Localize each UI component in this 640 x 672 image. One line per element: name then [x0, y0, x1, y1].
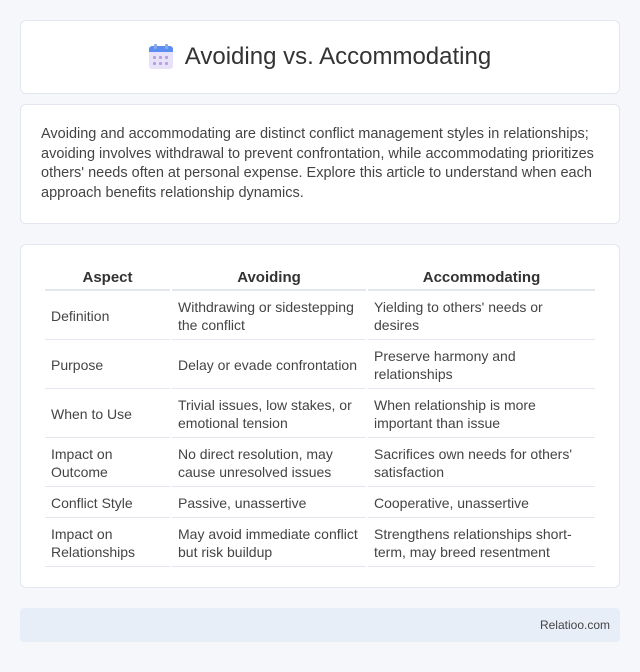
intro-card: [20, 104, 620, 224]
comparison-table-card: [20, 244, 620, 588]
footer-brand: Relatioo.com: [539, 618, 610, 632]
cell-avoiding: Trivial issues, low stakes, or emotional tension: [172, 389, 366, 438]
cell-avoiding: Withdrawing or sidestepping the conflict: [172, 291, 366, 340]
cell-aspect: Definition: [45, 291, 170, 340]
footer: [20, 608, 620, 642]
table-row: [45, 438, 595, 487]
title-card: [20, 20, 620, 94]
cell-avoiding: Delay or evade confrontation: [172, 340, 366, 389]
table-row: [45, 518, 595, 567]
cell-aspect: Purpose: [45, 340, 170, 389]
cell-accommodating: Preserve harmony and relationships: [368, 340, 595, 389]
cell-accommodating: When relationship is more important than issue: [368, 389, 595, 438]
cell-accommodating: Sacrifices own needs for others' satisfaction: [368, 438, 595, 487]
cell-avoiding: No direct resolution, may cause unresolved issues: [172, 438, 366, 487]
cell-accommodating: Strengthens relationships short-term, may breed resentment: [368, 518, 595, 567]
comparison-table: [43, 265, 597, 567]
table-row: [45, 340, 595, 389]
table-row: [45, 487, 595, 518]
table-row: [45, 389, 595, 438]
cell-aspect: When to Use: [45, 389, 170, 438]
table-row: [45, 291, 595, 340]
cell-aspect: Impact on Relationships: [45, 518, 170, 567]
header-accommodating: Accommodating: [368, 265, 595, 291]
calendar-icon: [149, 44, 173, 70]
cell-accommodating: Yielding to others' needs or desires: [368, 291, 595, 340]
cell-aspect: Conflict Style: [45, 487, 170, 518]
cell-avoiding: Passive, unassertive: [172, 487, 366, 518]
cell-avoiding: May avoid immediate conflict but risk buildup: [172, 518, 366, 567]
cell-aspect: Impact on Outcome: [45, 438, 170, 487]
intro-text: Avoiding and accommodating are distinct conflict management styles in relationships; avoiding involves withdrawal to prevent confrontation, while accommodating prioritizes others' needs often at personal expense. Explore this article to understand when each approach benefits relationship dynamics.: [41, 126, 594, 201]
page-title: Avoiding vs. Accommodating: [184, 43, 492, 70]
cell-accommodating: Cooperative, unassertive: [368, 487, 595, 518]
header-avoiding: Avoiding: [172, 265, 366, 291]
table-header-row: [45, 265, 595, 291]
header-aspect: Aspect: [45, 265, 170, 291]
